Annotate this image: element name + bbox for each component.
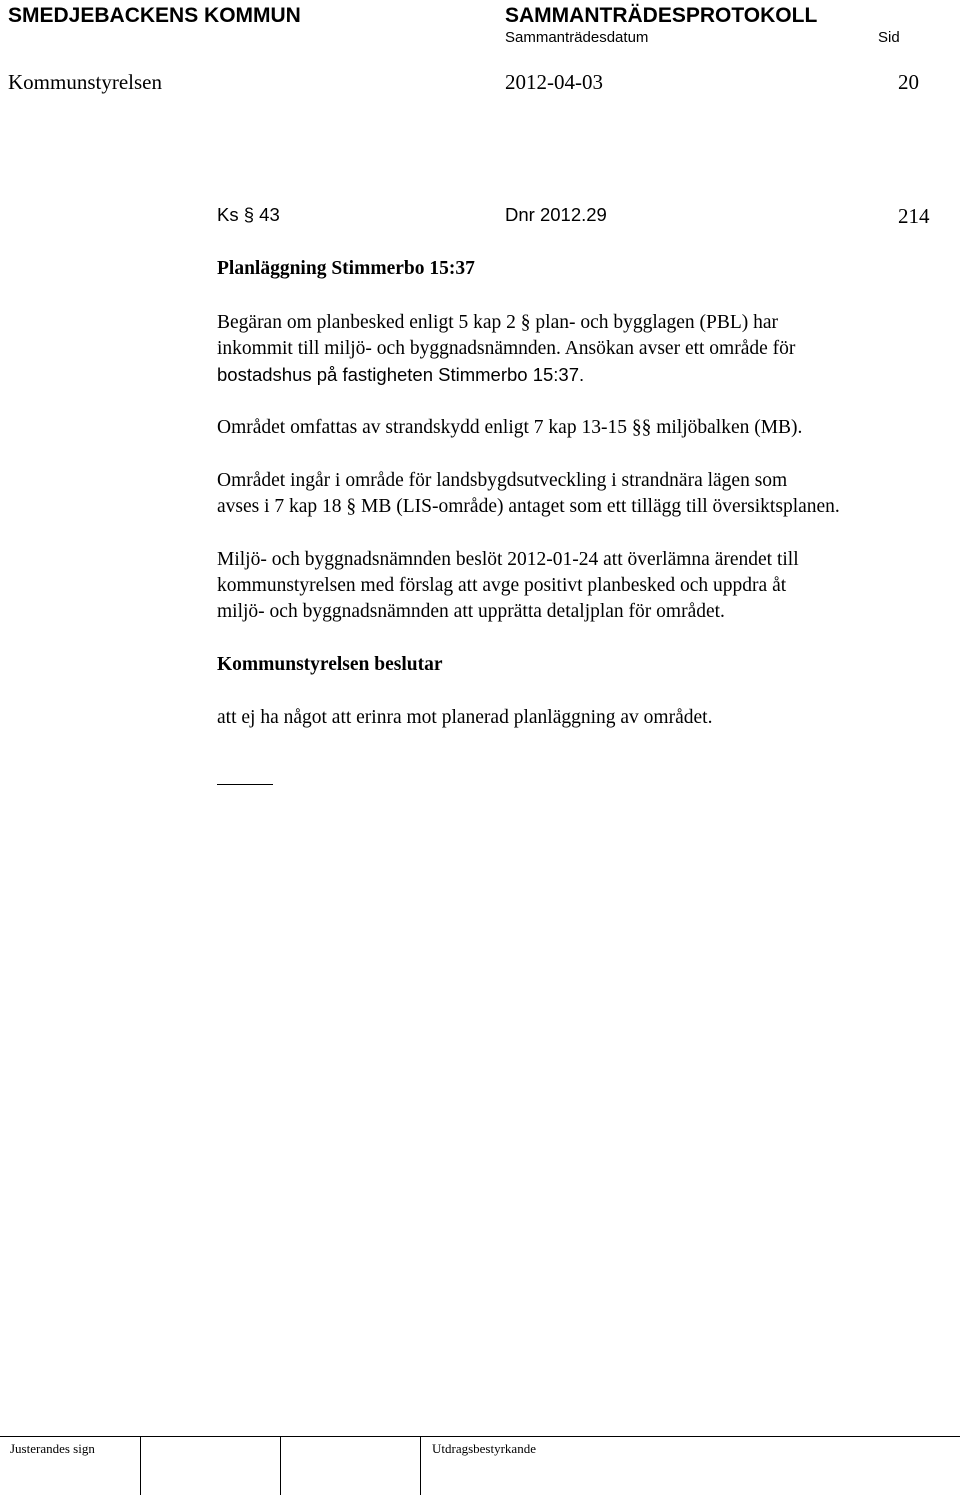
end-rule [217, 784, 273, 785]
text-line: inkommit till miljö- och byggnadsnämnden. Ansökan avser ett område för [217, 338, 796, 359]
case-number: 214 [898, 204, 930, 228]
page-number: 20 [898, 70, 919, 94]
decision-heading: Kommunstyrelsen beslutar [217, 654, 443, 675]
case-title: Planläggning Stimmerbo 15:37 [217, 258, 475, 279]
text-line: avses i 7 kap 18 § MB (LIS-område) antaget som ett tillägg till översiktsplanen. [217, 496, 840, 517]
paragraph-lis-area [217, 468, 937, 520]
text-line: Området ingår i område för landsbygdsutveckling i strandnära lägen som [217, 470, 788, 491]
text-line: bostadshus på fastigheten Stimmerbo 15:37. [217, 364, 585, 385]
case-dnr: Dnr 2012.29 [505, 204, 607, 225]
document-type: SAMMANTRÄDESPROTOKOLL [505, 4, 818, 27]
decision-text: att ej ha något att erinra mot planerad planläggning av området. [217, 707, 713, 728]
signature-footer [0, 1436, 960, 1495]
committee-name: Kommunstyrelsen [8, 70, 162, 94]
paragraph-request [217, 310, 937, 388]
text-line: kommunstyrelsen med förslag att avge positivt planbesked och uppdra åt [217, 575, 787, 596]
signer-label: Justerandes sign [10, 1441, 95, 1456]
document-body [217, 256, 937, 731]
text-line: Miljö- och byggnadsnämnden beslöt 2012-01-24 att överlämna ärendet till [217, 549, 799, 570]
case-paragraph: Ks § 43 [217, 204, 280, 225]
footer-divider [420, 1437, 421, 1495]
extract-label: Utdragsbestyrkande [432, 1441, 536, 1456]
page-label: Sid [878, 29, 900, 46]
paragraph-board-decision [217, 547, 937, 625]
organization-name: SMEDJEBACKENS KOMMUN [8, 4, 301, 27]
date-label: Sammanträdesdatum [505, 29, 649, 46]
footer-divider [140, 1437, 141, 1495]
text-line: miljö- och byggnadsnämnden att upprätta detaljplan för området. [217, 601, 725, 622]
footer-divider [280, 1437, 281, 1495]
text-line: Begäran om planbesked enligt 5 kap 2 § plan- och bygglagen (PBL) har [217, 312, 779, 333]
paragraph-shore-protection: Området omfattas av strandskydd enligt 7 kap 13-15 §§ miljöbalken (MB). [217, 417, 803, 438]
meeting-date: 2012-04-03 [505, 70, 603, 94]
